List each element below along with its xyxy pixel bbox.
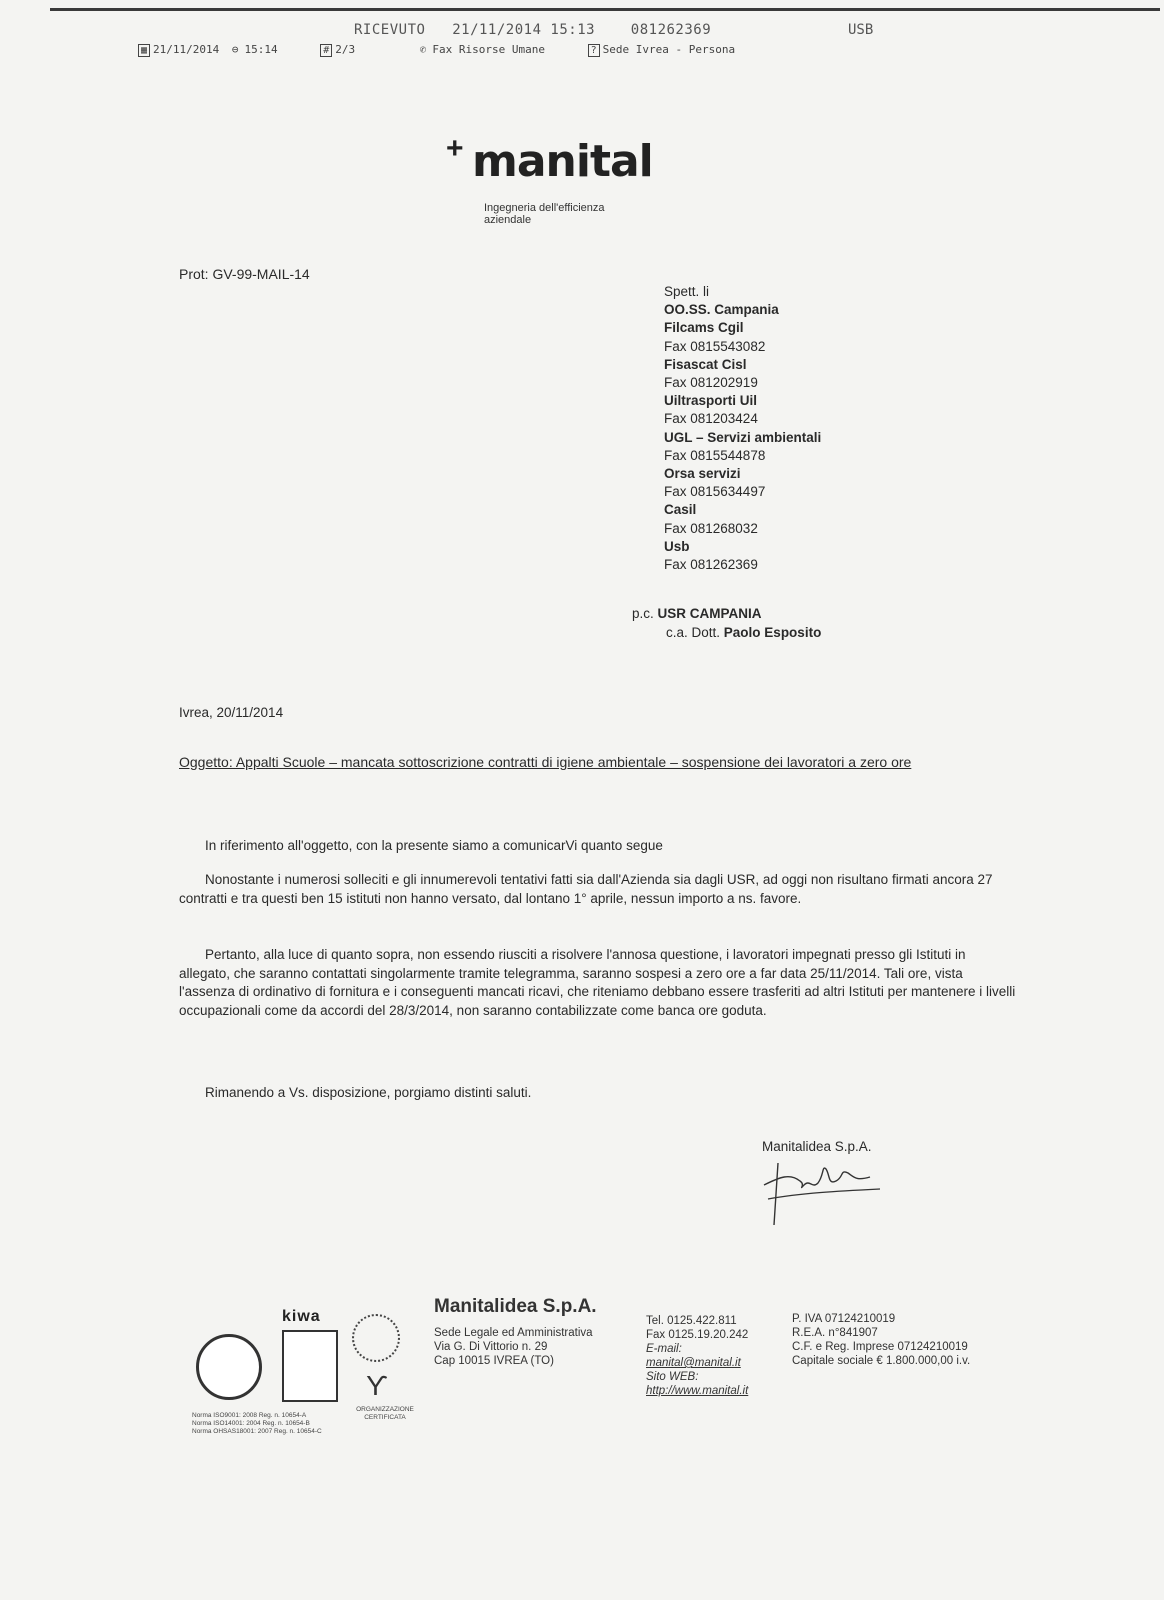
question-icon: ? bbox=[588, 44, 600, 57]
cc-prefix: p.c. bbox=[632, 606, 654, 621]
fax-received-line: RICEVUTO 21/11/2014 15:13 081262369 bbox=[354, 22, 712, 38]
union-fax: Fax 0815543082 bbox=[664, 338, 766, 354]
fax-sender: Fax Risorse Umane bbox=[432, 43, 546, 56]
logo-wordmark: manital bbox=[472, 136, 653, 187]
protocol-number: Prot: GV-99-MAIL-14 bbox=[179, 266, 310, 282]
addressee-block bbox=[664, 283, 821, 574]
signature-company: Manitalidea S.p.A. bbox=[762, 1139, 872, 1154]
footer-registration bbox=[792, 1312, 970, 1368]
logo-tagline-1: Ingegneria dell'efficienza bbox=[484, 202, 605, 214]
fax-date: 21/11/2014 bbox=[153, 43, 220, 56]
footer-contacts bbox=[646, 1314, 748, 1398]
footer-tel: Tel. 0125.422.811 bbox=[646, 1315, 737, 1327]
fax-usb-label: USB bbox=[848, 22, 874, 38]
union-name: Usb bbox=[664, 538, 690, 554]
footer-company-name: Manitalidea S.p.A. bbox=[434, 1296, 597, 1317]
letter-subject: Oggetto: Appalti Scuole – mancata sottoscrizione contratti di igiene ambientale – sospensione dei lavoratori a zero ore bbox=[179, 754, 912, 770]
union-name: Fisascat Cisl bbox=[664, 356, 747, 372]
kiwa-certificate-mark bbox=[282, 1330, 338, 1402]
addressee-group: OO.SS. Campania bbox=[664, 302, 779, 318]
union-fax: Fax 081268032 bbox=[664, 520, 758, 536]
union-name: UGL – Servizi ambientali bbox=[664, 429, 822, 445]
fax-location: Sede Ivrea - Persona bbox=[602, 43, 736, 56]
place-date: Ivrea, 20/11/2014 bbox=[179, 705, 284, 720]
footer-email-link[interactable]: manital@manital.it bbox=[646, 1357, 741, 1369]
cc-block bbox=[632, 605, 821, 642]
cc-attn-name: Paolo Esposito bbox=[723, 624, 822, 640]
manital-logo bbox=[446, 132, 653, 226]
body-paragraph: Nonostante i numerosi solleciti e gli innumerevoli tentativi fatti sia dall'Azienda sia dagli USR, ad oggi non risultano firmati ancora 27 contratti e tra questi ben 15 istituti non hanno versato, dal lontano 1° aprile, nessun importo a ns. favore. bbox=[179, 872, 993, 906]
footer-vat: P. IVA 07124210019 bbox=[792, 1313, 896, 1325]
footer-fax: Fax 0125.19.20.242 bbox=[646, 1329, 749, 1341]
footer-web-label: Sito WEB: bbox=[646, 1371, 699, 1383]
organization-certified-icon: ϒ bbox=[366, 1370, 388, 1401]
union-fax: Fax 081262369 bbox=[664, 557, 758, 573]
union-name: Filcams Cgil bbox=[664, 320, 744, 336]
kiwa-logo: kiwa bbox=[282, 1308, 321, 1325]
fax-top-rule bbox=[50, 8, 1160, 11]
page-count-icon: # bbox=[320, 44, 332, 57]
footer-email-label: E-mail: bbox=[646, 1343, 682, 1355]
cc-name: USR CAMPANIA bbox=[657, 606, 762, 621]
certification-notes: Norma ISO9001: 2008 Reg. n. 10654-A Norma ISO14001: 2004 Reg. n. 10654-B Norma OHSAS18001: 2007 Reg. n. 10654-C bbox=[192, 1412, 322, 1435]
fax-time: 15:14 bbox=[244, 43, 278, 56]
footer-web-link[interactable]: http://www.manital.it bbox=[646, 1385, 749, 1397]
footer-capital: Capitale sociale € 1.800.000,00 i.v. bbox=[792, 1355, 971, 1367]
cc-attn-prefix: c.a. Dott. bbox=[666, 624, 721, 640]
fax-header-line bbox=[138, 43, 741, 57]
union-name: Uiltrasporti Uil bbox=[664, 393, 758, 409]
body-paragraph: Pertanto, alla luce di quanto sopra, non essendo riusciti a risolvere l'annosa questione, i lavoratori impegnati presso gli Istituti in allegato, che saranno contattati singolarmente tramite telegramma, saranno sospesi a zero ore a far data 25/11/2014. Tali ore, vista l'assenza di ordinativo di fornitura e i conseguenti mancati ricavi, che riteniamo debbano essere trasferiti ad altri Istituti per mantenere i livelli occupazionali come da accordi del 28/3/2014, non saranno contabilizzate come banca ore goduta. bbox=[179, 947, 1016, 1018]
union-fax: Fax 081202919 bbox=[664, 375, 758, 391]
organization-certified-label: ORGANIZZAZIONE CERTIFICATA bbox=[356, 1406, 414, 1421]
body-paragraph: In riferimento all'oggetto, con la presente siamo a comunicarVi quanto segue bbox=[205, 838, 663, 853]
union-name: Casil bbox=[664, 502, 697, 518]
logo-tagline-2: aziendale bbox=[484, 214, 532, 226]
union-fax: Fax 081203424 bbox=[664, 411, 758, 427]
closing-paragraph: Rimanendo a Vs. disposizione, porgiamo distinti saluti. bbox=[205, 1085, 532, 1100]
footer-address: Sede Legale ed Amministrativa Via G. Di Vittorio n. 29 Cap 10015 IVREA (TO) bbox=[434, 1327, 593, 1367]
union-fax: Fax 0815544878 bbox=[664, 447, 766, 463]
addressee-salutation: Spett. li bbox=[664, 284, 710, 299]
union-name: Orsa servizi bbox=[664, 466, 741, 482]
footer-cf: C.F. e Reg. Imprese 07124210019 bbox=[792, 1341, 968, 1353]
fax-sender-icon: ✆ bbox=[419, 43, 427, 56]
plus-icon: + bbox=[446, 132, 464, 165]
fax-pages: 2/3 bbox=[335, 43, 356, 56]
union-fax: Fax 0815634497 bbox=[664, 484, 766, 500]
handwritten-signature bbox=[760, 1155, 900, 1235]
clock-icon: ⊖ bbox=[231, 43, 239, 56]
accredia-logo bbox=[196, 1334, 262, 1400]
calendar-icon: ▦ bbox=[138, 44, 150, 57]
footer-rea: R.E.A. n°841907 bbox=[792, 1327, 878, 1339]
logo-tagline bbox=[484, 202, 624, 226]
certification-seal bbox=[352, 1314, 400, 1362]
